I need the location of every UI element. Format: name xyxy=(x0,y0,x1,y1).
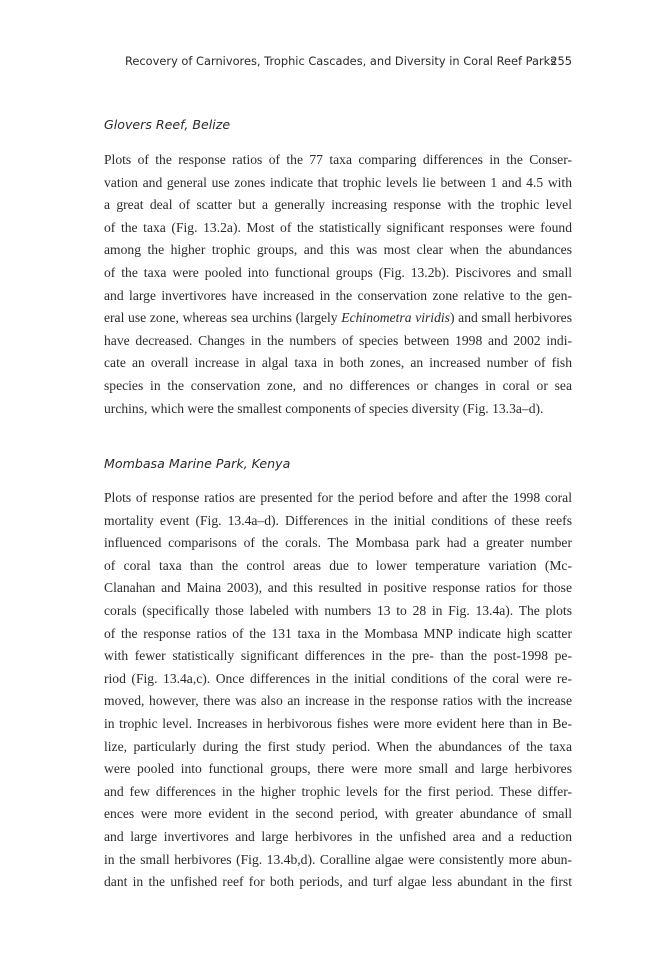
text-line: in the small herbivores (Fig. 13.4b,d). Coralline algae were consistently more abun- xyxy=(104,851,572,867)
text-line: and few differences in the higher trophic levels for the first period. These differ- xyxy=(104,783,572,799)
text-line: Clanahan and Maina 2003), and this resulted in positive response ratios for those xyxy=(104,580,572,596)
text-line: among the higher trophic groups, and this was most clear when the abundances xyxy=(104,242,572,258)
section-heading-mombasa: Mombasa Marine Park, Kenya xyxy=(104,456,291,471)
text-line: a great deal of scatter but a generally increasing response with the trophic level xyxy=(104,197,572,213)
text-line: and large invertivores have increased in the conservation zone relative to the gen- xyxy=(104,287,572,303)
text-line: have decreased. Changes in the numbers of species between 1998 and 2002 indi- xyxy=(104,332,572,348)
text-line: riod (Fig. 13.4a,c). Once differences in the initial conditions of the coral were re- xyxy=(104,670,572,686)
running-head xyxy=(104,52,572,70)
text-line: in trophic level. Increases in herbivorous fishes were more evident here than in Be- xyxy=(104,715,572,731)
text-line: influenced comparisons of the corals. The Mombasa park had a greater number xyxy=(104,535,572,551)
text-line: moved, however, there was also an increase in the response ratios with the increase xyxy=(104,693,572,709)
text-line: Plots of response ratios are presented for the period before and after the 1998 coral xyxy=(104,490,572,505)
text-line: species in the conservation zone, and no differences or changes in coral or sea xyxy=(104,377,572,393)
text-line: cate an overall increase in algal taxa in both zones, an increased number of fish xyxy=(104,355,572,371)
paragraph-glovers-reef xyxy=(104,149,572,420)
text-run: eral use zone, whereas sea urchins (largely xyxy=(104,310,342,326)
text-line: were pooled into functional groups, there were more small and large herbivores xyxy=(104,761,572,777)
paragraph-mombasa xyxy=(104,487,572,894)
text-run: ) and small herbivores xyxy=(449,310,572,326)
text-line: of the taxa (Fig. 13.2a). Most of the statistically significant responses were found xyxy=(104,219,572,235)
section-heading-glovers-reef: Glovers Reef, Belize xyxy=(104,117,231,132)
text-line: of the taxa were pooled into functional groups (Fig. 13.2b). Piscivores and small xyxy=(104,264,572,280)
text-line: with fewer statistically significant differences in the pre- than the post-1998 pe- xyxy=(104,648,572,664)
running-head-title: Recovery of Carnivores, Trophic Cascades, and Diversity in Coral Reef Parks xyxy=(125,54,557,68)
text-line: dant in the unfished reef for both periods, and turf algae less abundant in the first xyxy=(104,874,572,890)
text-line: lize, particularly during the first study period. When the abundances of the taxa xyxy=(104,738,572,754)
text-line: and large invertivores and large herbivores in the unfished area and a reduction xyxy=(104,828,572,844)
species-name: Echinometra viridis xyxy=(341,310,450,326)
text-line: ences were more evident in the second period, with greater abundance of small xyxy=(104,806,572,822)
text-line xyxy=(104,307,572,330)
text-line: Plots of the response ratios of the 77 taxa comparing differences in the Conser- xyxy=(104,152,572,167)
text-line: of the response ratios of the 131 taxa in the Mombasa MNP indicate high scatter xyxy=(104,625,572,641)
text-line: vation and general use zones indicate that trophic levels lie between 1 and 4.5 with xyxy=(104,174,572,190)
text-line: urchins, which were the smallest components of species diversity (Fig. 13.3a–d). xyxy=(104,400,544,416)
page-number: 255 xyxy=(550,54,572,68)
text-line: of coral taxa than the control areas due to lower temperature variation (Mc- xyxy=(104,557,572,573)
text-line: mortality event (Fig. 13.4a–d). Differences in the initial conditions of these reefs xyxy=(104,512,572,528)
text-line: corals (specifically those labeled with numbers 13 to 28 in Fig. 13.4a). The plots xyxy=(104,602,572,618)
